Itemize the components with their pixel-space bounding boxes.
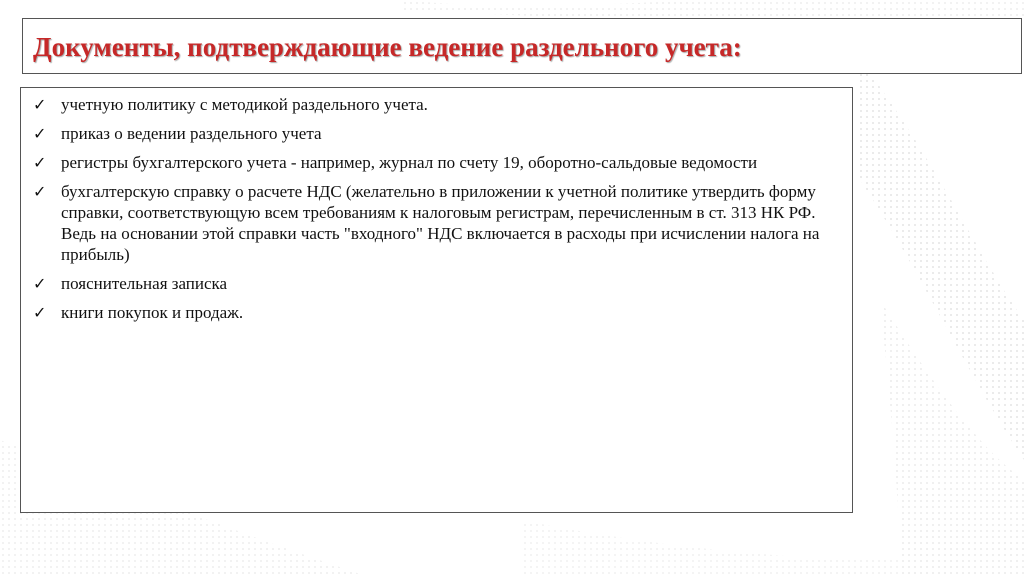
- check-icon: ✓: [33, 303, 47, 322]
- list-item-text: книги покупок и продаж.: [61, 303, 244, 322]
- list-item-text: приказ о ведении раздельного учета: [61, 124, 322, 143]
- document-list: [33, 94, 833, 331]
- list-item-text: учетную политику с методикой раздельного учета.: [61, 95, 428, 114]
- check-icon: ✓: [33, 182, 47, 201]
- list-item: [33, 181, 833, 265]
- content-box: [20, 87, 853, 513]
- list-item-text: пояснительная записка: [61, 274, 228, 293]
- list-item: [33, 273, 833, 294]
- list-item: [33, 152, 833, 173]
- title-box: [22, 18, 1022, 74]
- slide-title: Документы, подтверждающие ведение раздельного учета:: [33, 32, 742, 62]
- list-item-text: бухгалтерскую справку о расчете НДС (желательно в приложении к учетной политике утвердить форму справки, соответствующую всем требованиям к налоговым регистрам, перечисленным в ст. 313 НК РФ. Ведь на основании этой справки часть "входного" НДС включается в расходы при исчислении налога на прибыль): [61, 182, 820, 264]
- list-item: [33, 302, 833, 323]
- list-item: [33, 94, 833, 115]
- list-item: [33, 123, 833, 144]
- check-icon: ✓: [33, 274, 47, 293]
- list-item-text: регистры бухгалтерского учета - например, журнал по счету 19, оборотно-сальдовые ведомости: [61, 153, 758, 172]
- check-icon: ✓: [33, 95, 47, 114]
- check-icon: ✓: [33, 153, 47, 172]
- check-icon: ✓: [33, 124, 47, 143]
